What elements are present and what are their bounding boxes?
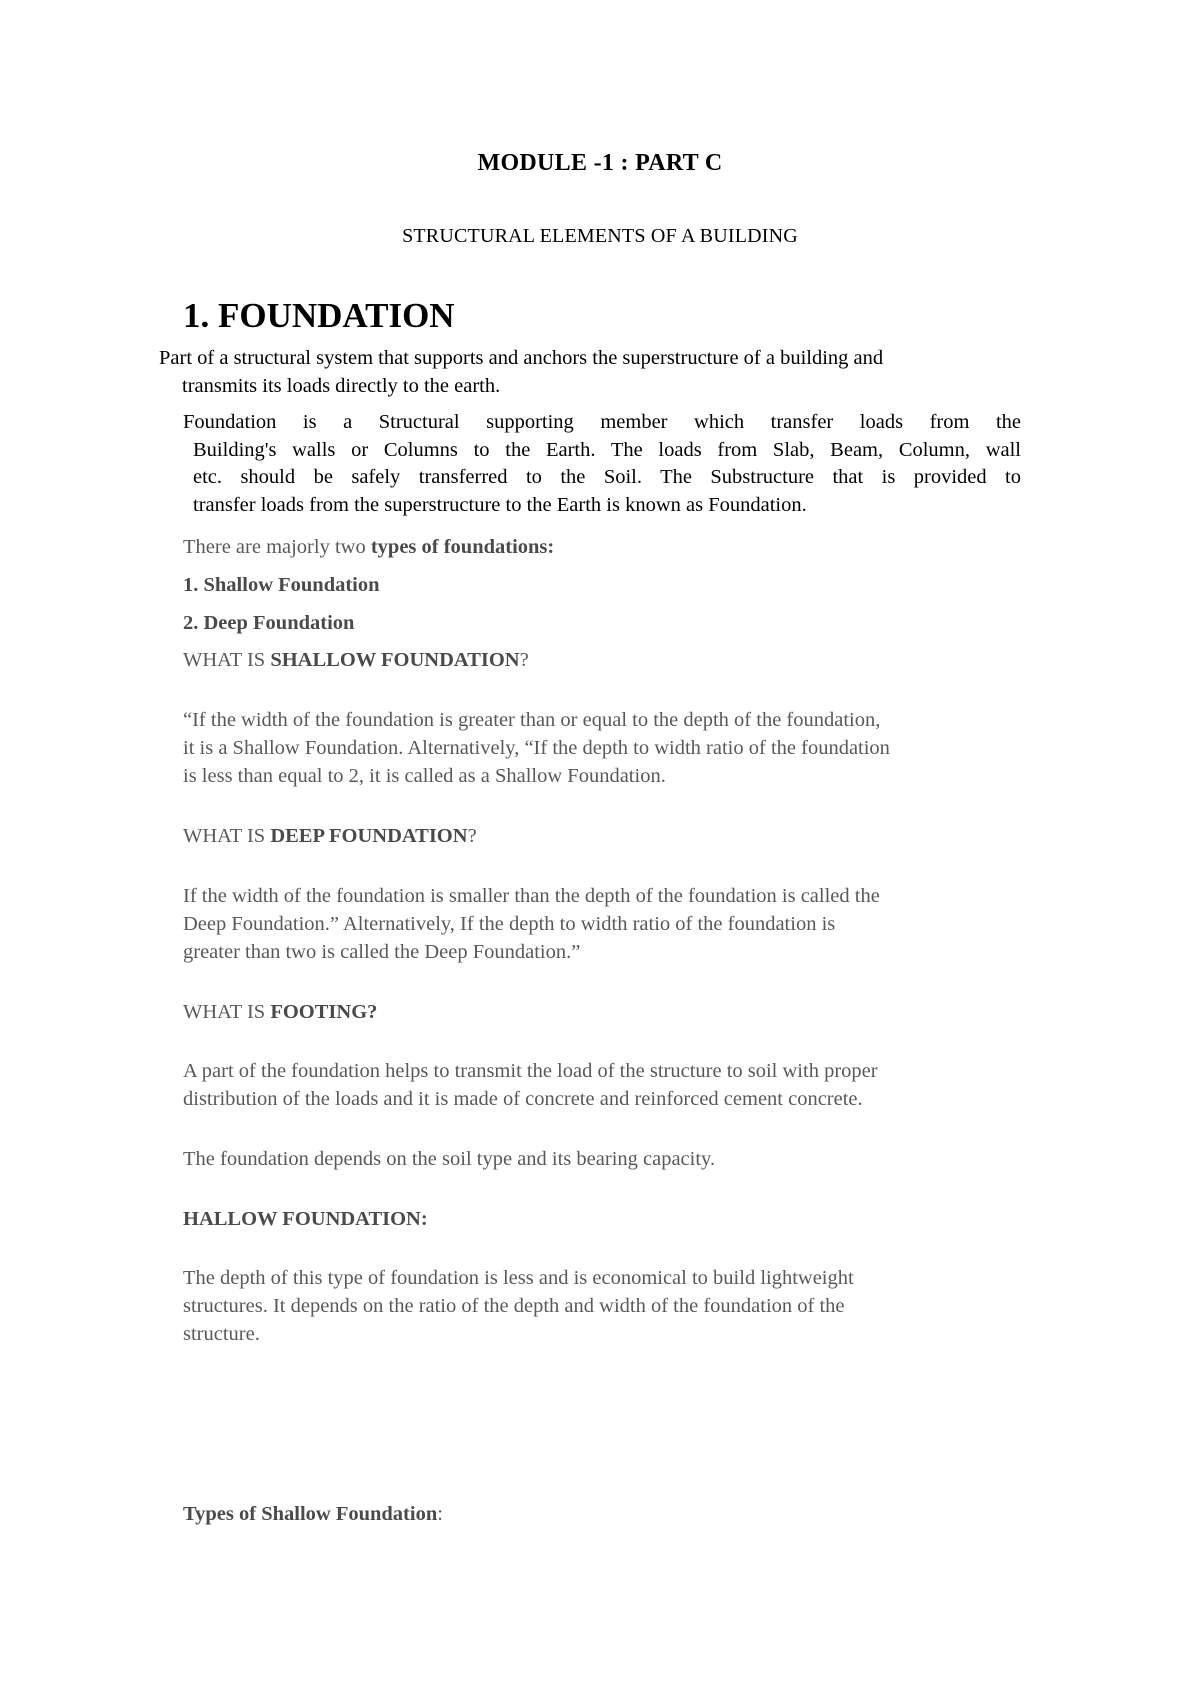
footing-text-line: distribution of the loads and it is made of concrete and reinforced cement concrete.	[183, 1088, 863, 1110]
module-subtitle: STRUCTURAL ELEMENTS OF A BUILDING	[402, 225, 798, 247]
description-line: Foundation is a Structural supporting member which transfer loads from the	[183, 411, 1021, 433]
shallow-text-line: “If the width of the foundation is greater than or equal to the depth of the foundation,	[183, 709, 881, 731]
soil-text: The foundation depends on the soil type and its bearing capacity.	[183, 1148, 716, 1170]
description-line: transfer loads from the superstructure to the Earth is known as Foundation.	[193, 493, 807, 516]
types-intro-text: There are majorly two	[183, 536, 371, 558]
question-suffix: ?	[519, 649, 529, 671]
list-item	[183, 572, 380, 600]
hallow-heading-text: HALLOW FOUNDATION:	[183, 1208, 428, 1230]
hallow-text-line: structure.	[183, 1323, 260, 1345]
list-item-label: 1. Shallow Foundation	[183, 574, 380, 596]
question-suffix: ?	[467, 825, 477, 847]
question-prefix: WHAT IS	[183, 649, 271, 671]
question-prefix: WHAT IS	[183, 825, 271, 847]
list-item	[183, 610, 354, 638]
section-heading: 1. FOUNDATION	[183, 296, 455, 335]
question-bold: FOOTING?	[270, 1001, 378, 1023]
deep-text-line: Deep Foundation.” Alternatively, If the depth to width ratio of the foundation is	[183, 913, 836, 935]
types-intro	[183, 534, 554, 562]
question-bold: DEEP FOUNDATION	[270, 825, 468, 847]
deep-text-line: If the width of the foundation is smaller than the depth of the foundation is called the	[183, 885, 880, 907]
deep-text-line: greater than two is called the Deep Foundation.”	[183, 941, 581, 963]
module-title: MODULE -1 : PART C	[477, 150, 723, 176]
hallow-text-line: The depth of this type of foundation is less and is economical to build lightweight	[183, 1267, 854, 1289]
question-bold: SHALLOW FOUNDATION	[270, 649, 520, 671]
hallow-heading	[183, 1206, 428, 1234]
deep-question	[183, 823, 477, 851]
footing-text-line: A part of the foundation helps to transmit the load of the structure to soil with proper	[183, 1060, 878, 1082]
footing-question	[183, 999, 377, 1027]
hallow-text-line: structures. It depends on the ratio of the depth and width of the foundation of the	[183, 1295, 845, 1317]
types-intro-bold: types of foundations:	[370, 536, 555, 558]
definition-line: transmits its loads directly to the earth.	[182, 374, 501, 397]
description-line: etc. should be safely transferred to the Soil. The Substructure that is provided to	[193, 466, 1021, 488]
list-item-label: 2. Deep Foundation	[183, 612, 355, 634]
shallow-question	[183, 647, 529, 675]
description-paragraph	[183, 409, 1021, 519]
shallow-text-line: is less than equal to 2, it is called as a Shallow Foundation.	[183, 765, 666, 787]
description-line: Building's walls or Columns to the Earth. The loads from Slab, Beam, Column, wall	[193, 438, 1021, 461]
question-prefix: WHAT IS	[183, 1001, 271, 1023]
types-shallow-bold: Types of Shallow Foundation	[183, 1503, 438, 1525]
shallow-text-line: it is a Shallow Foundation. Alternatively, “If the depth to width ratio of the foundation	[183, 737, 890, 759]
definition-line: Part of a structural system that supports and anchors the superstructure of a building and	[159, 347, 884, 369]
types-shallow-suffix: :	[437, 1503, 443, 1525]
types-shallow-heading	[183, 1501, 443, 1529]
definition-paragraph	[159, 345, 1021, 400]
